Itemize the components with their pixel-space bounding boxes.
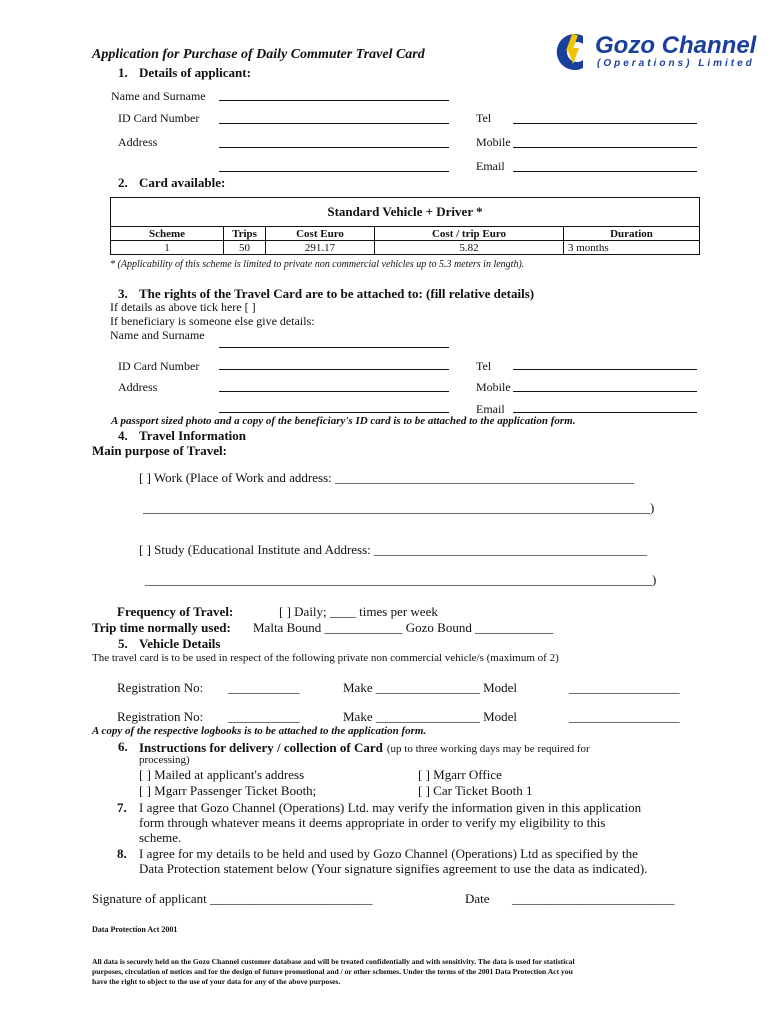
option-mailed[interactable]: [ ] Mailed at applicant's address xyxy=(139,767,305,782)
registration-label-1: Registration No: xyxy=(117,680,204,695)
table-cell: 50 xyxy=(224,241,266,255)
section-6-heading-note-2: processing) xyxy=(139,754,190,766)
beneficiary-tel-field[interactable] xyxy=(513,369,697,370)
section-7-line-3: scheme. xyxy=(139,830,182,845)
same-details-checkbox[interactable]: If details as above tick here [ ] xyxy=(110,300,256,314)
section-6-heading-row xyxy=(139,739,590,757)
section-5-heading: Vehicle Details xyxy=(139,636,221,651)
work-address-line[interactable]: ______________________________________________________________________________) xyxy=(143,500,655,515)
logbook-note: A copy of the respective logbooks is to be attached to the application form. xyxy=(92,725,427,737)
data-protection-heading: Data Protection Act 2001 xyxy=(92,925,178,934)
table-header: Duration xyxy=(564,227,700,241)
main-purpose-label: Main purpose of Travel: xyxy=(92,443,227,458)
registration-field-1[interactable]: ___________ xyxy=(228,680,300,695)
section-7-line-2: form through whatever means it deems appropriate in order to verify my eligibility to this xyxy=(139,815,606,830)
logo-subtitle: (Operations) Limited xyxy=(597,58,755,69)
card-table xyxy=(110,197,700,255)
option-passenger-booth[interactable]: [ ] Mgarr Passenger Ticket Booth; xyxy=(139,783,317,798)
beneficiary-address-field[interactable] xyxy=(219,391,449,392)
section-6-number: 6. xyxy=(118,739,128,754)
section-7-line-1: I agree that Gozo Channel (Operations) Ltd. may verify the information given in this application xyxy=(139,800,642,815)
make-model-field-1[interactable]: Make ________________ Model xyxy=(343,680,518,695)
date-field[interactable]: _________________________ xyxy=(512,891,675,906)
logo-name: Gozo Channel xyxy=(595,32,757,59)
scheme-note: * (Applicability of this scheme is limited to private non commercial vehicles up to 5.3 meters in length). xyxy=(110,259,525,270)
table-cell: 5.82 xyxy=(375,241,564,255)
applicant-id-label: ID Card Number xyxy=(118,111,200,125)
beneficiary-email-field[interactable] xyxy=(513,412,697,413)
section-7-number: 7. xyxy=(117,800,127,815)
beneficiary-id-field[interactable] xyxy=(219,369,449,370)
model-field-1[interactable]: _________________ xyxy=(569,680,680,695)
section-4-number: 4. xyxy=(118,428,128,443)
data-protection-line-1: All data is securely held on the Gozo Channel customer database and will be treated confidentially and with sensitivity. The data is used for statistical xyxy=(92,957,575,966)
applicant-address-field-2[interactable] xyxy=(219,171,449,172)
model-field-2[interactable]: _________________ xyxy=(569,709,680,724)
beneficiary-instruction: If beneficiary is someone else give details: xyxy=(110,314,315,328)
trip-time-label: Trip time normally used: xyxy=(92,620,231,635)
logo-emblem-icon xyxy=(553,32,595,72)
vehicle-intro: The travel card is to be used in respect of the following private non commercial vehicle/s (maximum of 2) xyxy=(92,652,559,664)
applicant-tel-field[interactable] xyxy=(513,123,697,124)
page-title: Application for Purchase of Daily Commuter Travel Card xyxy=(92,47,425,62)
applicant-mobile-label: Mobile xyxy=(476,135,511,149)
date-label: Date xyxy=(465,891,490,906)
applicant-email-label: Email xyxy=(476,159,505,173)
section-3-number: 3. xyxy=(118,286,128,301)
beneficiary-tel-label: Tel xyxy=(476,359,492,373)
beneficiary-mobile-field[interactable] xyxy=(513,391,697,392)
gozo-channel-logo xyxy=(553,30,757,74)
section-2-heading: Card available: xyxy=(139,175,226,190)
section-1-number: 1. xyxy=(118,65,128,80)
make-model-field-2[interactable]: Make ________________ Model xyxy=(343,709,518,724)
card-table-title: Standard Vehicle + Driver * xyxy=(111,198,700,227)
section-4-heading: Travel Information xyxy=(139,428,246,443)
table-header: Trips xyxy=(224,227,266,241)
photo-note: A passport sized photo and a copy of the beneficiary's ID card is to be attached to the application form. xyxy=(111,415,576,427)
section-6-heading-note: (up to three working days may be required for xyxy=(386,743,590,755)
beneficiary-address-field-2[interactable] xyxy=(219,412,449,413)
registration-label-2: Registration No: xyxy=(117,709,204,724)
section-3-heading: The rights of the Travel Card are to be attached to: (fill relative details) xyxy=(139,286,535,301)
beneficiary-id-label: ID Card Number xyxy=(118,359,200,373)
applicant-name-field[interactable] xyxy=(219,100,449,101)
applicant-id-field[interactable] xyxy=(219,123,449,124)
applicant-email-field[interactable] xyxy=(513,171,697,172)
applicant-address-label: Address xyxy=(118,135,158,149)
table-header: Cost Euro xyxy=(266,227,375,241)
section-8-line-2: Data Protection statement below (Your signature signifies agreement to use the data as indicated). xyxy=(139,861,648,876)
table-cell: 291.17 xyxy=(266,241,375,255)
data-protection-line-3: have the right to object to the use of your data for any of the above purposes. xyxy=(92,977,341,986)
study-option[interactable]: [ ] Study (Educational Institute and Address: __________________________________________ xyxy=(139,542,648,557)
beneficiary-address-label: Address xyxy=(118,380,158,394)
section-6-heading: Instructions for delivery / collection of Card xyxy=(139,740,383,755)
beneficiary-mobile-label: Mobile xyxy=(476,380,511,394)
frequency-options[interactable]: [ ] Daily; ____ times per week xyxy=(279,604,438,619)
table-header: Cost / trip Euro xyxy=(375,227,564,241)
beneficiary-email-label: Email xyxy=(476,402,505,416)
table-header: Scheme xyxy=(111,227,224,241)
beneficiary-name-field[interactable] xyxy=(219,347,449,348)
section-8-number: 8. xyxy=(117,846,127,861)
frequency-label: Frequency of Travel: xyxy=(117,604,234,619)
applicant-name-label: Name and Surname xyxy=(111,89,206,103)
applicant-mobile-field[interactable] xyxy=(513,147,697,148)
data-protection-line-2: purposes, circulation of notices and for the design of future promotional and / or other schemes. Under the terms of the 2001 Data Protection Act you xyxy=(92,967,573,976)
table-cell: 1 xyxy=(111,241,224,255)
section-5-number: 5. xyxy=(118,636,128,651)
option-mgarr-office[interactable]: [ ] Mgarr Office xyxy=(418,767,502,782)
section-8-line-1: I agree for my details to be held and used by Gozo Channel (Operations) Ltd as specified by the xyxy=(139,846,638,861)
work-option[interactable]: [ ] Work (Place of Work and address: ______________________________________________ xyxy=(139,470,634,485)
signature-field[interactable]: Signature of applicant _________________________ xyxy=(92,891,373,906)
option-car-booth[interactable]: [ ] Car Ticket Booth 1 xyxy=(418,783,533,798)
section-1-heading: Details of applicant: xyxy=(139,65,251,80)
trip-time-fields[interactable]: Malta Bound ____________ Gozo Bound ____________ xyxy=(253,620,554,635)
applicant-tel-label: Tel xyxy=(476,111,492,125)
applicant-address-field[interactable] xyxy=(219,147,449,148)
table-cell: 3 months xyxy=(564,241,700,255)
beneficiary-name-label: Name and Surname xyxy=(110,328,205,342)
section-2-number: 2. xyxy=(118,175,128,190)
study-address-line[interactable]: ______________________________________________________________________________) xyxy=(145,572,657,587)
registration-field-2[interactable]: ___________ xyxy=(228,709,300,724)
